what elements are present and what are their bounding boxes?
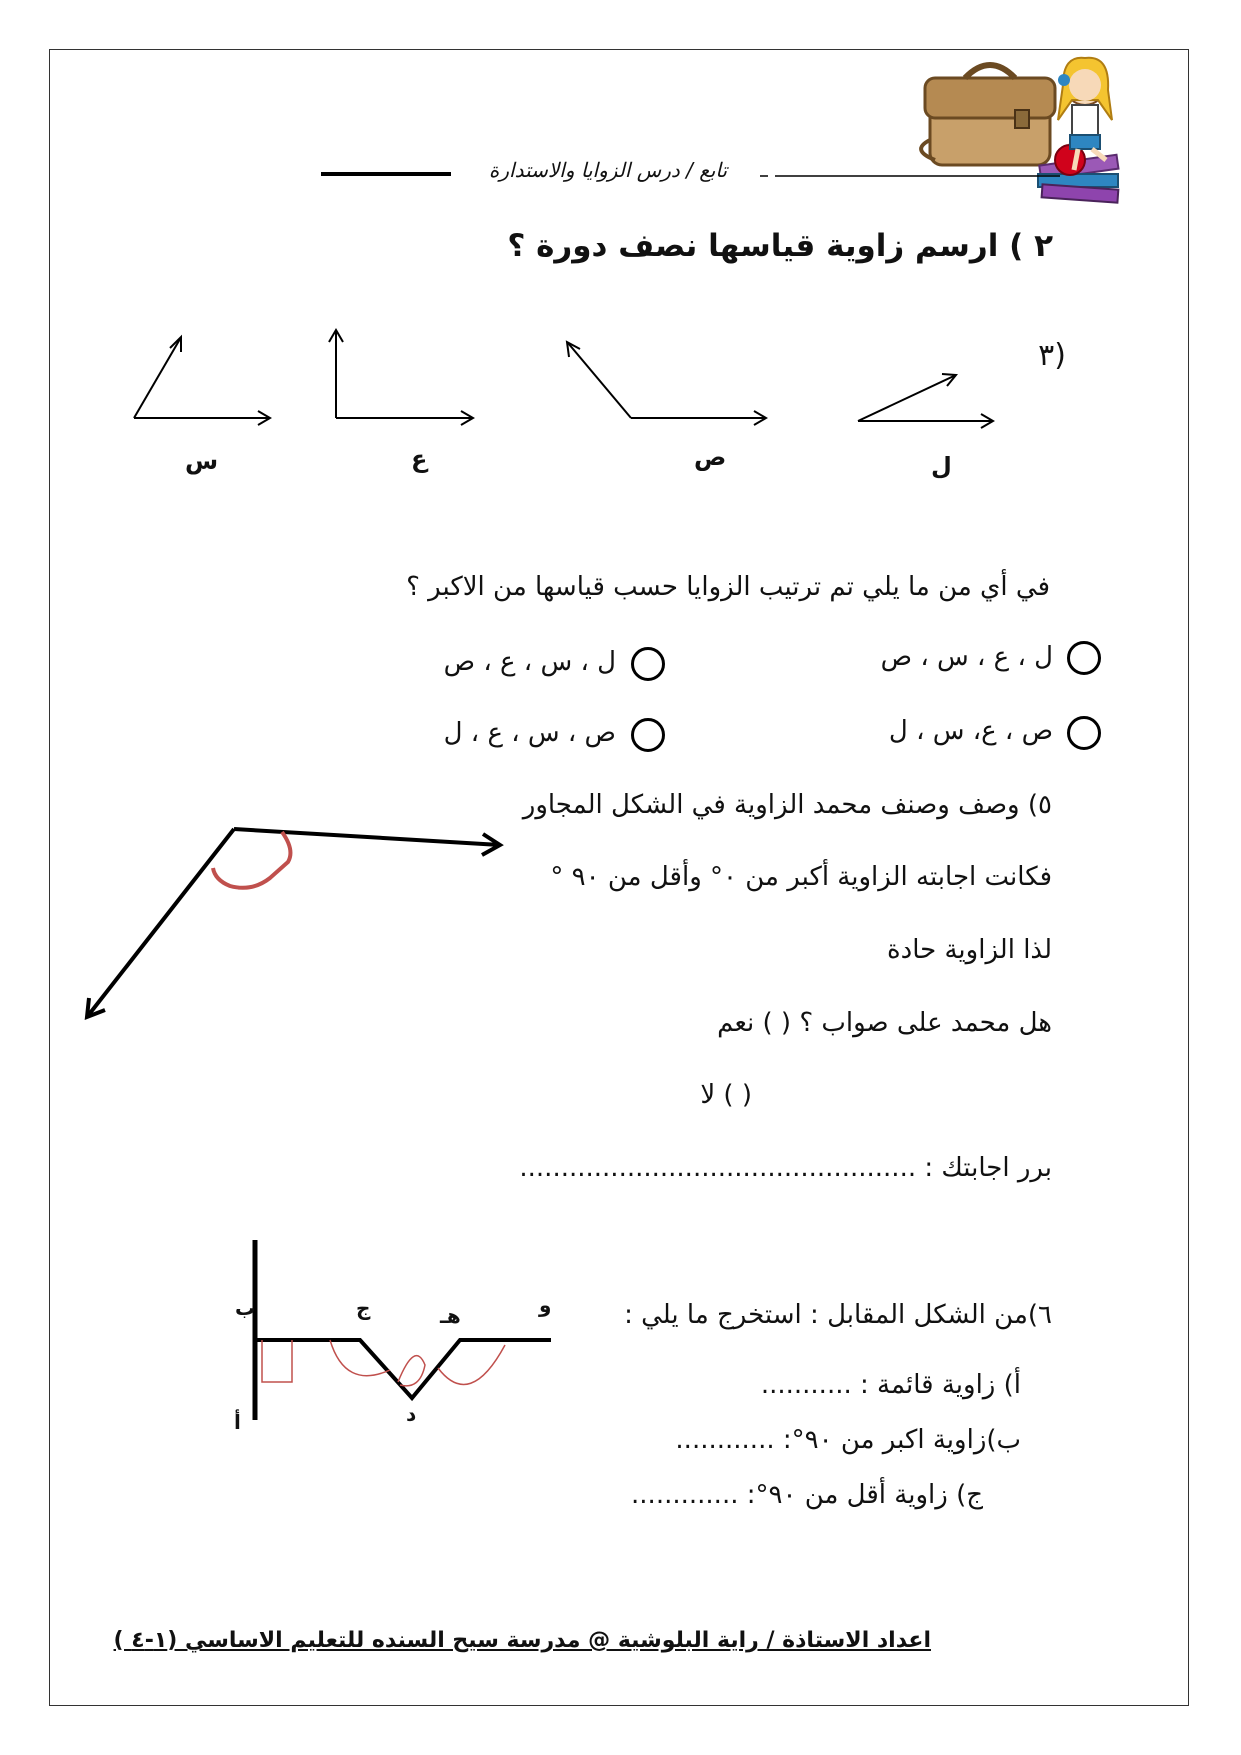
footer-credit: اعداد الاستاذة / راية البلوشية @ مدرسة سيح السنده للتعليم الاساسي (١-٤ ) xyxy=(113,1628,931,1653)
question-6-title: ٦)من الشكل المقابل : استخرج ما يلي : xyxy=(624,1300,1052,1330)
q5-angle-figure xyxy=(87,829,500,1017)
option-1-radio[interactable] xyxy=(1067,641,1101,675)
question-5-line4: هل محمد على صواب ؟ ( ) نعم xyxy=(717,1008,1052,1038)
point-label-w: و xyxy=(539,1293,552,1317)
angle-label-sad: ص xyxy=(694,443,727,471)
option-2-radio[interactable] xyxy=(631,647,665,681)
point-label-h: هـ xyxy=(440,1304,461,1328)
question-5-line5: ( ) لا xyxy=(700,1080,752,1110)
option-3-radio[interactable] xyxy=(1067,716,1101,750)
question-5-line3: لذا الزاوية حادة xyxy=(887,935,1052,965)
question-6-b: ب)زاوية اكبر من ٩٠°: ............ xyxy=(675,1425,1021,1455)
schoolbag-illustration xyxy=(921,65,1055,165)
question-3-text: في أي من ما يلي تم ترتيب الزوايا حسب قياسها من الاكبر ؟ xyxy=(406,572,1050,602)
angle-ain xyxy=(329,330,473,425)
right-angle-mark xyxy=(262,1340,292,1382)
question-6-c: ج) زاوية أقل من ٩٠°: ............. xyxy=(631,1480,983,1510)
question-3-number: ٣) xyxy=(1038,338,1066,373)
question-5-line2: فكانت اجابته الزاوية أكبر من ٠° وأقل من ٩٠ ° xyxy=(550,862,1052,892)
point-label-a: أ xyxy=(234,1410,241,1434)
question-5-justify: برر اجابتك : ................................................ xyxy=(519,1153,1052,1183)
point-label-d: د xyxy=(406,1402,417,1426)
option-3-label: ص ، ع، س ، ل xyxy=(888,716,1053,746)
option-1-label: ل ، ع ، س ، ص xyxy=(880,642,1053,672)
angle-lam xyxy=(858,374,993,428)
angle-sad xyxy=(567,342,766,425)
point-label-b: ب xyxy=(235,1296,256,1320)
question-2: ٢ ) ارسم زاوية قياسها نصف دورة ؟ xyxy=(507,228,1053,264)
header-subtitle: تابع / درس الزوايا والاستدارة xyxy=(488,158,728,182)
angle-label-lam: ل xyxy=(931,452,952,480)
question-5-line1: ٥) وصف وصنف محمد الزاوية في الشكل المجاور xyxy=(522,790,1052,820)
angle-s xyxy=(134,337,270,425)
angle-label-ain: ع xyxy=(411,445,428,473)
option-4-radio[interactable] xyxy=(631,718,665,752)
point-label-j: ج xyxy=(356,1296,371,1320)
angle-label-s: س xyxy=(185,447,219,475)
option-2-label: ل ، س ، ع ، ص xyxy=(443,647,616,677)
question-6-a: أ) زاوية قائمة : ........... xyxy=(760,1370,1021,1400)
option-4-label: ص ، س ، ع ، ل xyxy=(443,718,616,748)
q6-figure xyxy=(255,1240,551,1420)
